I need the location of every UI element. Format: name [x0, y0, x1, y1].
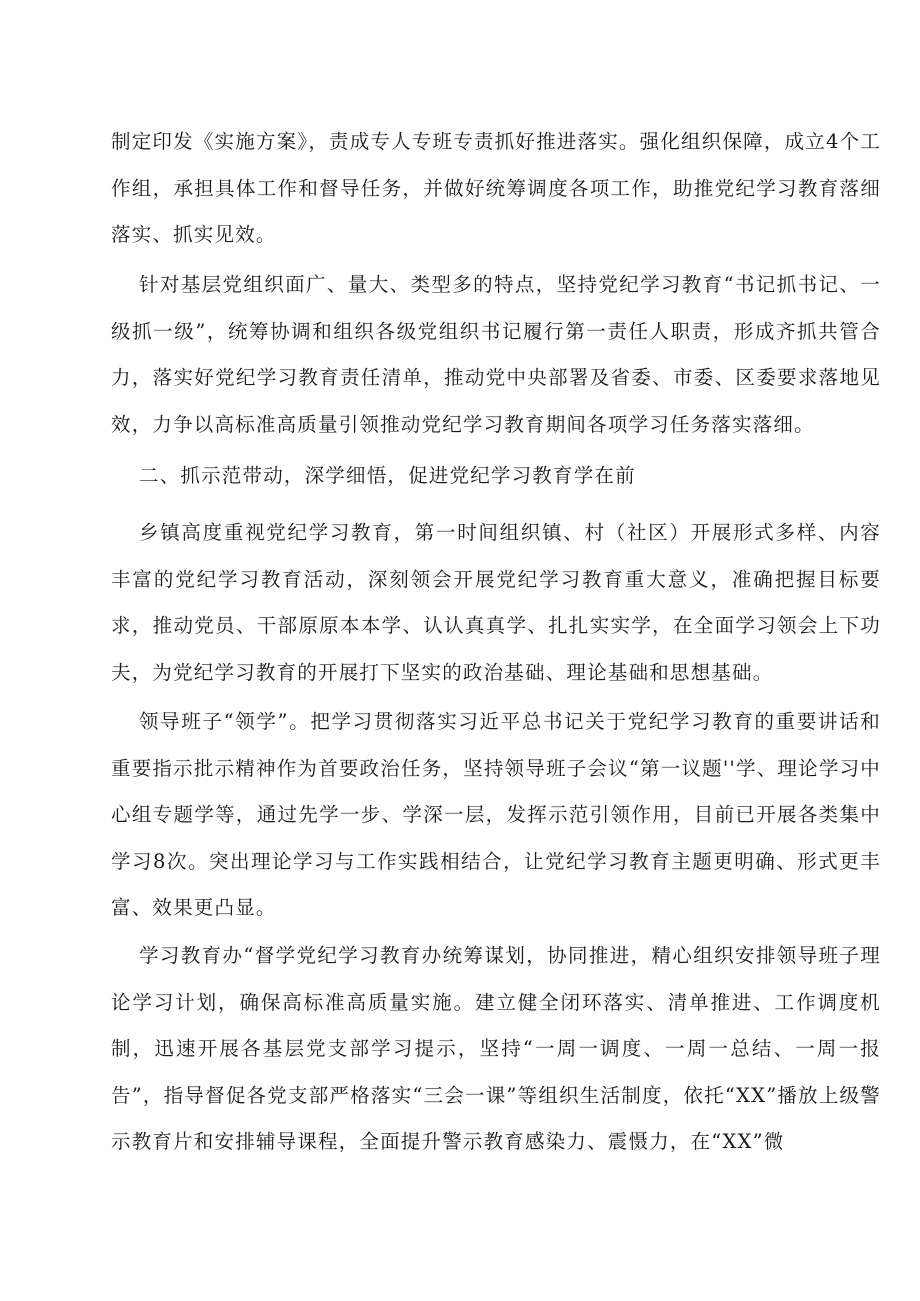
paragraph-3: 乡镇高度重视党纪学习教育，第一时间组织镇、村（社区）开展形式多样、内容丰富的党纪学习教育活动，深刻领会开展党纪学习教育重大意义，准确把握目标要求，推动党员、干部原原本本学、认认真真学、扎扎实实学，在全面学习领会上下功夫，为党纪学习教育的开展打下坚实的政治基础、理论基础和思想基础。 [111, 521, 881, 684]
paragraph-5: 学习教育办“督学党纪学习教育办统筹谋划，协同推进，精心组织安排领导班子理论学习计划，确保高标准高质量实施。建立健全闭环落实、清单推进、工作调度机制，迅速开展各基层党支部学习提示，坚持“一周一调度、一周一总结、一周一报告”，指导督促各党支部严格落实“三会一课”等组织生活制度，依托“XX”播放上级警示教育片和安排辅导课程，全面提升警示教育感染力、震慑力，在“XX”微 [111, 944, 881, 1153]
paragraph-1: 制定印发《实施方案》，责成专人专班专责抓好推进落实。强化组织保障，成立4个工作组，承担具体工作和督导任务，并做好统筹调度各项工作，助推党纪学习教育落细落实、抓实见效。 [111, 130, 881, 246]
section-heading: 二、抓示范带动，深学细悟，促进党纪学习教育学在前 [139, 464, 636, 487]
paragraph-4: 领导班子“领学”。把学习贯彻落实习近平总书记关于党纪学习教育的重要讲话和重要指示批示精神作为首要政治任务，坚持领导班子会议“第一议题''学、理论学习中心组专题学等，通过先学一步、学深一层，发挥示范引领作用，目前已开展各类集中学习8次。突出理论学习与工作实践相结合，让党纪学习教育主题更明确、形式更丰富、效果更凸显。 [111, 710, 881, 919]
paragraph-2: 针对基层党组织面广、量大、类型多的特点，坚持党纪学习教育“书记抓书记、一级抓一级”，统筹协调和组织各级党组织书记履行第一责任人职责，形成齐抓共管合力，落实好党纪学习教育责任清单，推动党中央部署及省委、市委、区委要求落地见效，力争以高标准高质量引领推动党纪学习教育期间各项学习任务落实落细。 [111, 273, 881, 436]
